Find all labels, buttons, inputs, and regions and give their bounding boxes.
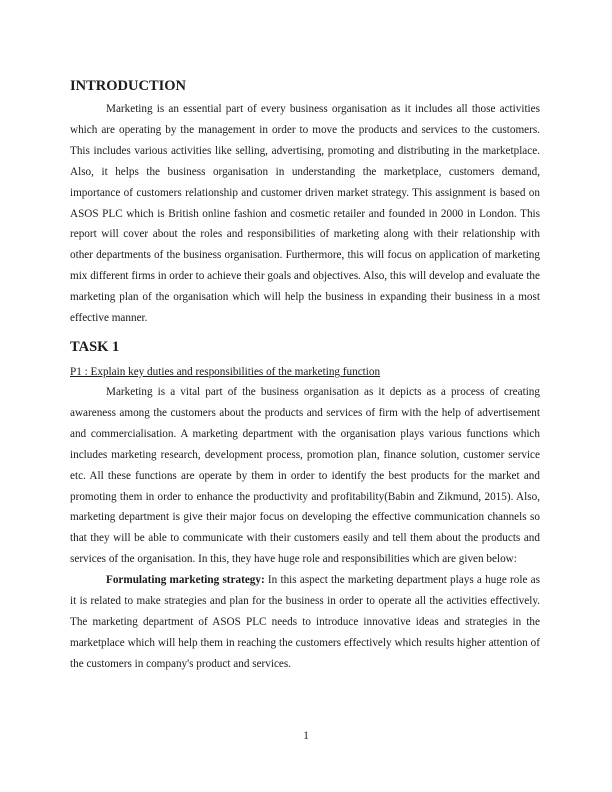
task1-heading: TASK 1 <box>70 338 120 355</box>
formulating-strategy-body: In this aspect the marketing department plays a huge role as it is related to make strategies and plan for the business in order to operate all the activities effectively. The marketing department of ASOS PLC needs to introduce innovative ideas and strategies in the marketplace which will help them in reaching the customers effectively which results higher attention of the customers in company's product and services. <box>70 574 540 670</box>
page-number: 1 <box>303 730 309 742</box>
introduction-heading: INTRODUCTION <box>70 78 187 94</box>
introduction-paragraph: Marketing is an essential part of every business organisation as it includes all those activities which are operating by the management in order to move the products and services to the customers. This includes various activities like selling, advertising, promoting and distributing in the marketplace. Also, it helps the business organisation in understanding the marketplace, customers demand, importance of customers relationship and customer driven market strategy. This assignment is based on ASOS PLC which is British online fashion and cosmetic retailer and founded in 2000 in London. This report will cover about the roles and responsibilities of marketing along with their relationship with other departments of the business organisation. Furthermore, this will focus on application of marketing mix different firms in order to achieve their goals and objectives. Also, this will develop and evaluate the marketing plan of the organisation which will help the business in expanding their business in a most effective manner. <box>70 103 540 325</box>
task1-paragraph-1: Marketing is a vital part of the business organisation as it depicts as a process of creating awareness among the customers about the products and services of firm with the help of advertisement and commercialisation. A marketing department with the organisation plays various functions which includes marketing research, development process, promotion plan, finance solution, customer service etc. All these functions are operate by them in order to identify the best products for the market and promoting them in order to enhance the productivity and profitability(Babin and Zikmund, 2015). Also, marketing department is give their major focus on developing the effective communication channels so that they will be able to communicate with their customers easily and tell them about the products and services of the organisation. In this, they have huge role and responsibilities which are given below: <box>70 385 540 566</box>
task1-subheading: P1 : Explain key duties and responsibilities of the marketing function <box>70 365 381 378</box>
document-body <box>70 76 540 675</box>
task1-paragraph-2 <box>70 570 540 675</box>
formulating-strategy-lead: Formulating marketing strategy: <box>106 574 265 587</box>
